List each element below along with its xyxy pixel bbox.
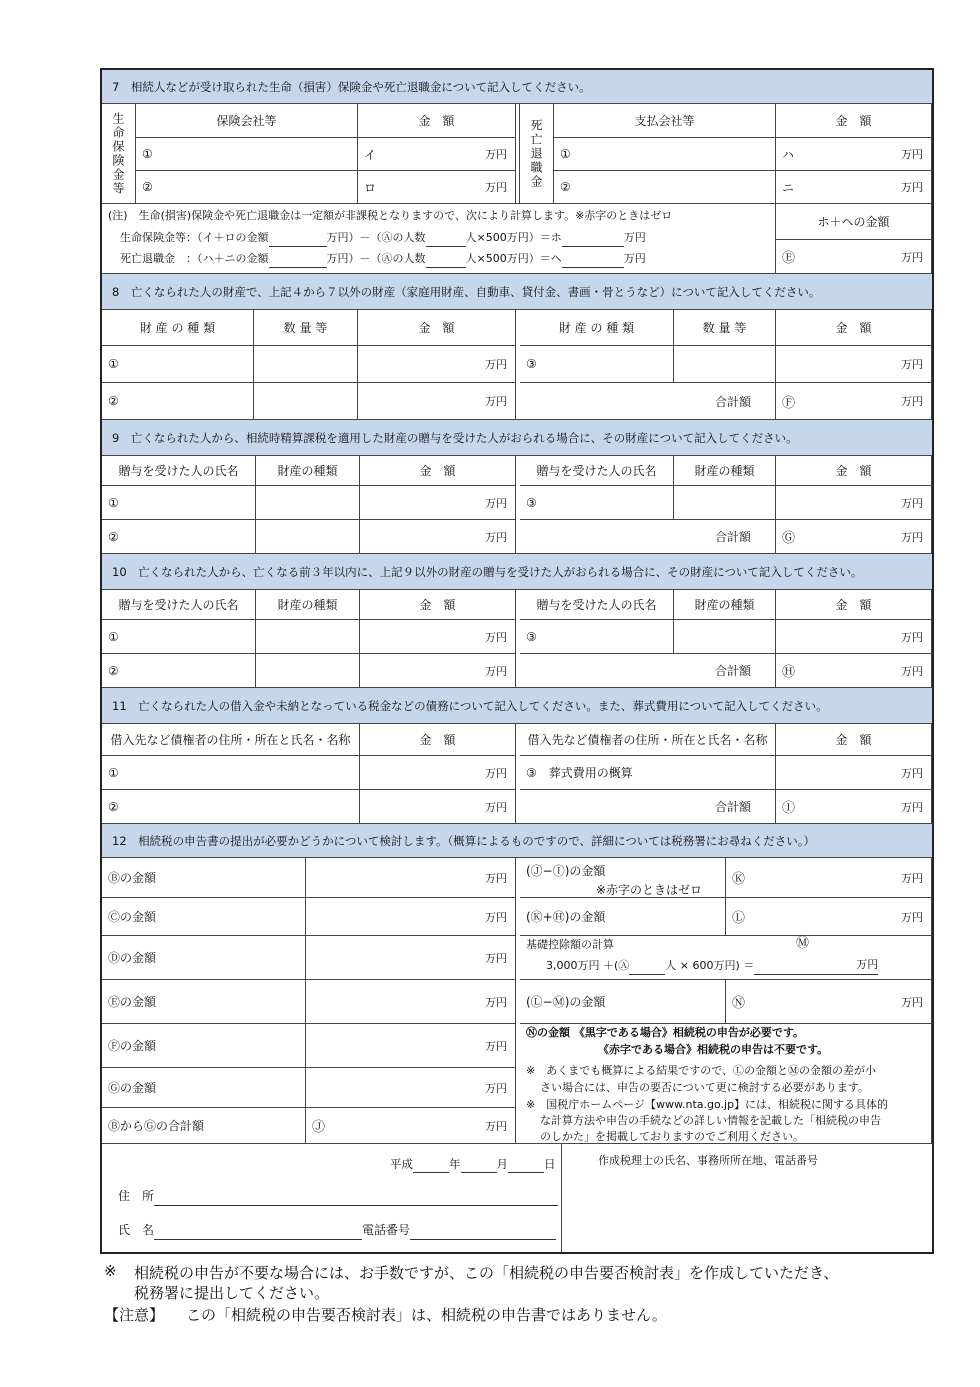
tax-accountant-label: 作成税理士の氏名、事務所所在地、電話番号 — [598, 1154, 818, 1167]
estimate-note-2: さい場合には、申告の要否について更に検討する必要があります。 — [540, 1081, 869, 1094]
gift-amount-2[interactable] — [360, 520, 516, 554]
gift3y-kind-1[interactable] — [256, 620, 360, 654]
unit: 万円 — [485, 766, 507, 780]
basic-deduction-label: 基礎控除額の計算 — [526, 938, 614, 951]
unit: 万円 — [901, 800, 923, 814]
l-minus-m-label: (Ⓛ−Ⓜ)の金額 — [520, 980, 726, 1024]
inheritance-tax-checklist-form — [100, 68, 934, 1254]
amount-g-field[interactable] — [776, 520, 932, 554]
k-plus-h-label: (Ⓚ+Ⓗ)の金額 — [520, 898, 726, 936]
gift3y-amount-3[interactable] — [776, 620, 932, 654]
basic-deduction-formula: 3,000万円 ＋(Ⓐ 人 × 600万円) ＝ 万円 — [546, 956, 878, 975]
n-amount-field[interactable] — [726, 980, 932, 1024]
b-amount-field[interactable] — [306, 858, 516, 898]
b-amount-label: Ⓑの金額 — [102, 858, 306, 898]
basic-deduction-calc — [520, 936, 932, 980]
bottom-note-line-2: 税務署に提出してください。 — [134, 1284, 330, 1302]
gift3y-kind-3[interactable] — [674, 620, 776, 654]
column-gap — [516, 310, 520, 420]
circled-i-mark: Ⓘ — [782, 801, 796, 816]
e-amount-field[interactable] — [306, 980, 516, 1024]
col-amount: 金 額 — [360, 724, 516, 756]
col-property-kind: 財産の種類 — [674, 590, 776, 620]
debt-amount-2[interactable] — [360, 790, 516, 824]
unit: 万円 — [485, 181, 507, 194]
unit: 万円 — [485, 1119, 507, 1133]
gift-kind-1[interactable] — [256, 486, 360, 520]
unit: 万円 — [485, 630, 507, 644]
red-zero-note: ※赤字のときはゼロ — [596, 883, 703, 897]
property-kind-2[interactable] — [102, 383, 254, 420]
unit: 万円 — [901, 250, 923, 264]
n-red-note: 《赤字である場合》相続税の申告は不要です。 — [598, 1043, 829, 1056]
gift3y-amount-2[interactable] — [360, 654, 516, 688]
filer-info — [102, 1144, 562, 1252]
c-amount-field[interactable] — [306, 898, 516, 936]
section-10-header: 10 亡くなられた人から、亡くなる前３年以内に、上記９以外の財産の贈与を受けた人がおられる場合に、その財産について記入してください。 — [102, 554, 932, 590]
col-property-kind: 財産の種類 — [256, 456, 360, 486]
label-ro: ロ — [364, 180, 377, 195]
nta-note-2: な計算方法や申告の手続などの詳しい情報を記載した「相続税の申告 — [540, 1114, 881, 1127]
gift-recipient-1[interactable] — [102, 486, 256, 520]
amount-h-field[interactable] — [776, 654, 932, 688]
amount-ha-field[interactable] — [776, 138, 932, 171]
g-amount-field[interactable] — [306, 1068, 516, 1108]
unit: 万円 — [485, 530, 507, 544]
unit: 万円 — [485, 871, 507, 885]
column-gap — [516, 724, 520, 824]
unit: 万円 — [485, 910, 507, 924]
unit: 万円 — [485, 664, 507, 678]
label-ni: ニ — [782, 180, 795, 195]
amount-i-total-field[interactable] — [776, 790, 932, 824]
date-field[interactable]: 平成 年 月 日 — [390, 1154, 556, 1173]
address-field[interactable]: 住 所 — [118, 1186, 558, 1206]
hohe-amount-label: ホ＋ヘの金額 — [776, 204, 932, 240]
unit: 万円 — [901, 358, 923, 371]
property-qty-2[interactable] — [254, 383, 358, 420]
property-amount-3[interactable] — [776, 346, 932, 383]
amount-ni-field[interactable] — [776, 171, 932, 204]
gift3y-recipient-2[interactable] — [102, 654, 256, 688]
life-insurance-label: 生命保険金等 — [102, 104, 136, 204]
unit: 万円 — [485, 148, 507, 161]
unit: 万円 — [901, 496, 923, 510]
col-property-kind: 財産の種類 — [256, 590, 360, 620]
f-amount-field[interactable] — [306, 1024, 516, 1068]
circled-m-mark: Ⓜ — [796, 936, 810, 951]
debt-creditor-2[interactable] — [102, 790, 360, 824]
d-amount-field[interactable] — [306, 936, 516, 980]
caution-text: この「相続税の申告要否検討表」は、相続税の申告書ではありません。 — [186, 1306, 667, 1324]
debt-creditor-1[interactable] — [102, 756, 360, 790]
unit: 万円 — [901, 148, 923, 161]
insurance-row-1[interactable] — [136, 138, 358, 171]
amount-f-field[interactable] — [776, 383, 932, 420]
circled-h-mark: Ⓗ — [782, 665, 796, 680]
col-payer-company: 支払会社等 — [554, 104, 776, 138]
unit: 万円 — [485, 358, 507, 371]
unit: 万円 — [901, 910, 923, 924]
unit: 万円 — [901, 395, 923, 408]
section-11-header: 11 亡くなられた人の借入金や未納となっている税金などの債務について記入してください。また、葬式費用について記入してください。 — [102, 688, 932, 724]
k-amount-field[interactable] — [726, 858, 932, 898]
col-amount: 金 額 — [360, 456, 516, 486]
gift3y-recipient-1[interactable] — [102, 620, 256, 654]
col-insurance-company: 保険会社等 — [136, 104, 358, 138]
gift-kind-3[interactable] — [674, 486, 776, 520]
circled-e-mark: Ⓔ — [782, 251, 796, 266]
circled-l-mark: Ⓛ — [732, 911, 746, 926]
section-8-header: 8 亡くなられた人の財産で、上記４から７以外の財産（家庭用財産、自動車、貸付金、書画・骨とうなど）について記入してください。 — [102, 274, 932, 310]
column-gap — [516, 590, 520, 688]
section-12-header: 12 相続税の申告書の提出が必要かどうかについて検討します。（概算によるものですので、詳細については税務署にお尋ねください。） — [102, 824, 932, 858]
gift-recipient-3[interactable] — [520, 486, 674, 520]
f-amount-label: Ⓕの金額 — [102, 1024, 306, 1068]
unit: 万円 — [901, 766, 923, 780]
col-amount: 金 額 — [776, 104, 932, 138]
judgement-notes — [520, 1024, 932, 1144]
nta-note-3: のしかた」を掲載しておりますのでご利用ください。 — [540, 1130, 804, 1143]
col-recipient-name: 贈与を受けた人の氏名 — [520, 590, 674, 620]
column-gap — [516, 858, 520, 1144]
g-amount-label: Ⓖの金額 — [102, 1068, 306, 1108]
c-amount-label: Ⓒの金額 — [102, 898, 306, 936]
col-creditor: 借入先など債権者の住所・所在と氏名・名称 — [520, 724, 776, 756]
gift3y-kind-2[interactable] — [256, 654, 360, 688]
row-number: ② — [108, 529, 119, 544]
col-property-kind: 財産の種類 — [674, 456, 776, 486]
amount-ro-field[interactable] — [358, 171, 516, 204]
row-number: ① — [108, 765, 119, 780]
unit: 万円 — [485, 951, 507, 965]
section-7-note — [102, 204, 776, 274]
circled-f-mark: Ⓕ — [782, 395, 796, 411]
col-amount: 金 額 — [360, 590, 516, 620]
col-amount: 金 額 — [358, 310, 516, 346]
property-kind-3[interactable] — [520, 346, 674, 383]
j-amount-field[interactable] — [306, 1108, 516, 1144]
label-i: イ — [364, 147, 377, 162]
total-label: 合計額 — [520, 654, 776, 688]
total-label: 合計額 — [520, 790, 776, 824]
death-retirement-label: 死亡退職金 — [520, 104, 554, 204]
unit: 万円 — [485, 800, 507, 814]
row-number: ② — [108, 394, 119, 408]
property-amount-1[interactable] — [358, 346, 516, 383]
funeral-cost-label: ③ 葬式費用の概算 — [520, 756, 776, 790]
name-phone-field[interactable]: 氏 名 電話番号 — [118, 1220, 556, 1240]
property-amount-2[interactable] — [358, 383, 516, 420]
estimate-note-1: ※ あくまでも概算による結果ですので、Ⓛの金額とⓂの金額の差が小 — [526, 1064, 876, 1077]
insurance-row-2[interactable] — [136, 171, 358, 204]
col-quantity: 数 量 等 — [674, 310, 776, 346]
l-amount-field[interactable] — [726, 898, 932, 936]
section-7-header: 7 相続人などが受け取られた生命（損害）保険金や死亡退職金について記入してください。 — [102, 70, 932, 104]
unit: 万円 — [901, 664, 923, 678]
col-recipient-name: 贈与を受けた人の氏名 — [520, 456, 674, 486]
bottom-note-line-1: 相続税の申告が不要な場合には、お手数ですが、この「相続税の申告要否検討表」を作成していただき、 — [134, 1264, 839, 1282]
gift3y-recipient-3[interactable] — [520, 620, 674, 654]
property-kind-1[interactable] — [102, 346, 254, 383]
b-to-g-total-label: ⒷからⒼの合計額 — [102, 1108, 306, 1144]
row-number: ① — [142, 147, 153, 161]
unit: 万円 — [485, 995, 507, 1009]
payer-row-2[interactable] — [554, 171, 776, 204]
row-number: ② — [142, 180, 153, 194]
section-9-header: 9 亡くなられた人から、相続時精算課税を適用した財産の贈与を受けた人がおられる場合に、その財産について記入してください。 — [102, 420, 932, 456]
col-amount: 金 額 — [358, 104, 516, 138]
unit: 万円 — [485, 496, 507, 510]
label-ha: ハ — [782, 147, 795, 162]
property-qty-3[interactable] — [674, 346, 776, 383]
circled-n-mark: Ⓝ — [732, 996, 746, 1011]
unit: 万円 — [485, 395, 507, 408]
note-line-3: 死亡退職金 ：（ハ＋ニの金額 万円）－（Ⓐの人数 人×500万円）＝ヘ 万円 — [120, 249, 646, 268]
col-amount: 金 額 — [776, 310, 932, 346]
caution-label: 【注意】 — [104, 1306, 165, 1324]
gift-amount-3[interactable] — [776, 486, 932, 520]
nta-note-1: ※ 国税庁ホームページ【www.nta.go.jp】には、相続税に関する具体的 — [526, 1098, 889, 1111]
unit: 万円 — [901, 630, 923, 644]
e-amount-label: Ⓔの金額 — [102, 980, 306, 1024]
total-label: 合計額 — [520, 383, 776, 420]
funeral-amount[interactable] — [776, 756, 932, 790]
col-property-kind: 財 産 の 種 類 — [520, 310, 674, 346]
payer-row-1[interactable] — [554, 138, 776, 171]
row-number: ② — [560, 180, 571, 194]
unit: 万円 — [901, 181, 923, 194]
tax-accountant-info[interactable] — [562, 1144, 932, 1252]
amount-i-field[interactable] — [358, 138, 516, 171]
circled-g-mark: Ⓖ — [782, 531, 796, 546]
col-quantity: 数 量 等 — [254, 310, 358, 346]
unit: 万円 — [901, 530, 923, 544]
col-property-kind: 財 産 の 種 類 — [102, 310, 254, 346]
col-amount: 金 額 — [776, 590, 932, 620]
gift-kind-2[interactable] — [256, 520, 360, 554]
col-amount: 金 額 — [776, 456, 932, 486]
column-gap — [516, 456, 520, 554]
row-number: ② — [108, 799, 119, 814]
property-qty-1[interactable] — [254, 346, 358, 383]
gift3y-amount-1[interactable] — [360, 620, 516, 654]
gift-amount-1[interactable] — [360, 486, 516, 520]
row-number: ③ — [526, 357, 537, 371]
row-number: ③ — [526, 629, 537, 644]
col-amount: 金 額 — [776, 724, 932, 756]
circled-j-mark: Ⓙ — [312, 1120, 326, 1135]
col-creditor: 借入先など債権者の住所・所在と氏名・名称 — [102, 724, 360, 756]
row-number: ① — [108, 357, 119, 371]
bottom-note-mark: ※ — [104, 1262, 117, 1280]
col-recipient-name: 贈与を受けた人の氏名 — [102, 590, 256, 620]
row-number: ① — [108, 495, 119, 510]
note-line-1: (注) 生命(損害)保険金や死亡退職金は一定額が非課税となりますので、次により計算します。※赤字のときはゼロ — [108, 209, 673, 222]
j-minus-i-label — [520, 858, 726, 898]
unit: 万円 — [485, 1081, 507, 1095]
row-number: ① — [108, 629, 119, 644]
row-number: ③ — [526, 495, 537, 510]
gift-recipient-2[interactable] — [102, 520, 256, 554]
unit: 万円 — [901, 871, 923, 885]
row-number: ① — [560, 147, 571, 161]
d-amount-label: Ⓓの金額 — [102, 936, 306, 980]
unit: 万円 — [901, 995, 923, 1009]
unit: 万円 — [485, 1039, 507, 1053]
n-black-note: Ⓝの金額 《黒字である場合》相続税の申告が必要です。 — [526, 1026, 804, 1039]
total-label: 合計額 — [520, 520, 776, 554]
circled-k-mark: Ⓚ — [732, 872, 746, 887]
amount-e-field[interactable] — [776, 240, 932, 274]
j-minus-i-text: (Ⓙ−Ⓘ)の金額 — [526, 864, 606, 878]
note-line-2: 生命保険金等：（イ＋ロの金額 万円）－（Ⓐの人数 人×500万円）＝ホ 万円 — [120, 228, 646, 247]
debt-amount-1[interactable] — [360, 756, 516, 790]
row-number: ② — [108, 663, 119, 678]
col-recipient-name: 贈与を受けた人の氏名 — [102, 456, 256, 486]
